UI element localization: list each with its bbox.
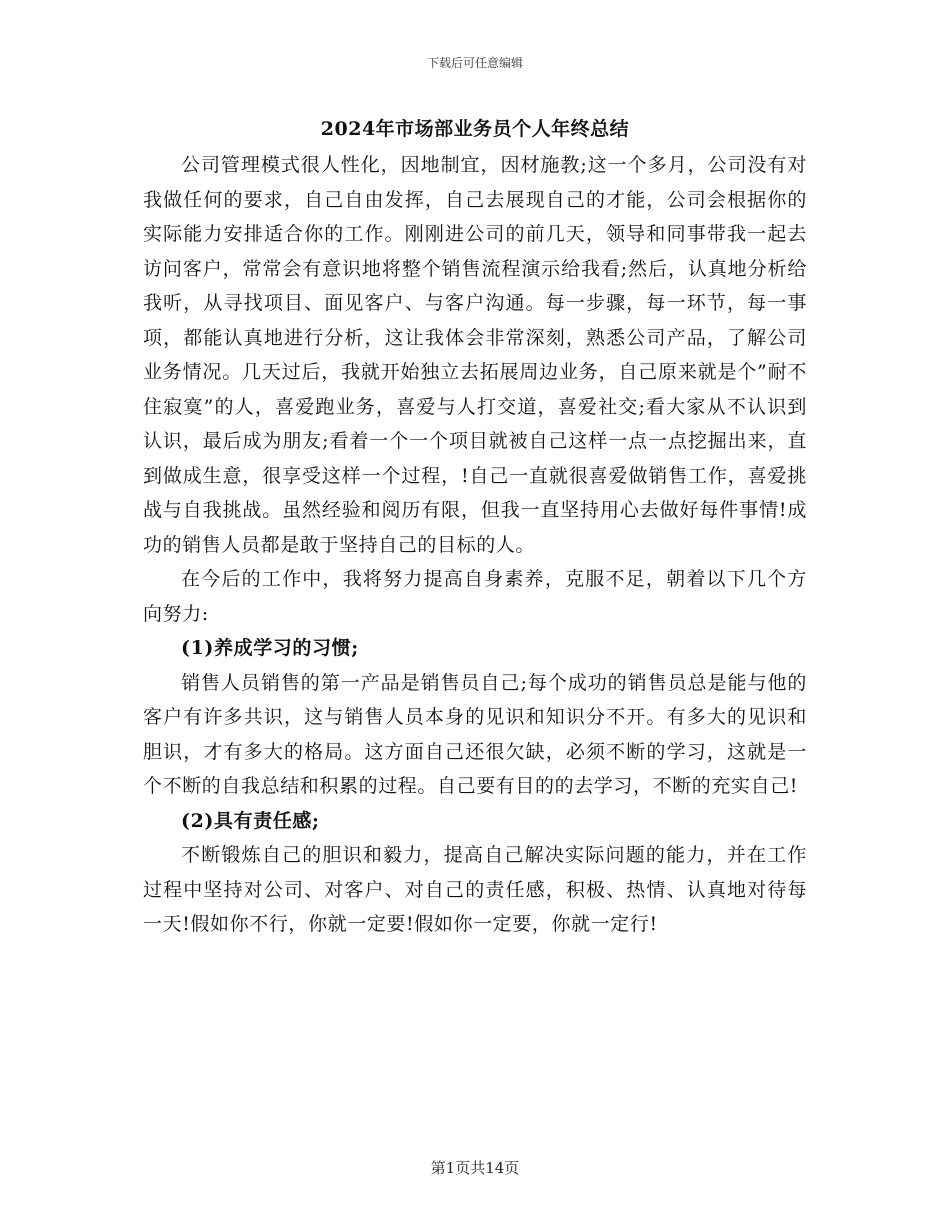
- header-note: 下载后可任意编辑: [426, 56, 523, 70]
- paragraph-plan: 在今后的工作中，我将努力提高自身素养，克服不足，朝着以下几个方向努力:: [143, 568, 807, 625]
- document-title: 2024年市场部业务员个人年终总结: [320, 118, 630, 140]
- document-body: [143, 148, 807, 942]
- page-footer: 第1页共14页: [430, 1159, 520, 1177]
- paragraph-responsibility: 不断锻炼自己的胆识和毅力，提高自己解决实际问题的能力，并在工作过程中坚持对公司、对客户、对自己的责任感，积极、热情、认真地对待每一天!假如你不行，你就一定要!假如你一定要，你就一定行!: [143, 844, 807, 935]
- paragraph-learning: 销售人员销售的第一产品是销售员自己;每个成功的销售员总是能与他的客户有许多共识，这与销售人员本身的见识和知识分不开。有多大的见识和胆识，才有多大的格局。这方面自己还很欠缺，必须不断的学习，这就是一个不断的自我总结和积累的过程。自己要有目的的去学习，不断的充实自己!: [143, 671, 807, 797]
- paragraph-intro: 公司管理模式很人性化，因地制宜，因材施教;这一个多月，公司没有对我做任何的要求，自己自由发挥，自己去展现自己的才能，公司会根据你的实际能力安排适合你的工作。刚刚进公司的前几天，领导和同事带我一起去访问客户，常常会有意识地将整个销售流程演示给我看;然后，认真地分析给我听，从寻找项目、面见客户、与客户沟通。每一步骤，每一环节，每一事项，都能认真地进行分析，这让我体会非常深刻，熟悉公司产品，了解公司业务情况。几天过后，我就开始独立去拓展周边业务，自己原来就是个”耐不住寂寞”的人，喜爱跑业务，喜爱与人打交道，喜爱社交;看大家从不认识到认识，最后成为朋友;看着一个一个项目就被自己这样一点一点挖掘出来，直到做成生意，很享受这样一个过程，!自己一直就很喜爱做销售工作，喜爱挑战与自我挑战。虽然经验和阅历有限，但我一直坚持用心去做好每件事情!成功的销售人员都是敢于坚持自己的目标的人。: [143, 154, 807, 556]
- section-heading-responsibility: (2)具有责任感;: [181, 809, 320, 832]
- section-heading-learning: (1)养成学习的习惯;: [181, 637, 359, 659]
